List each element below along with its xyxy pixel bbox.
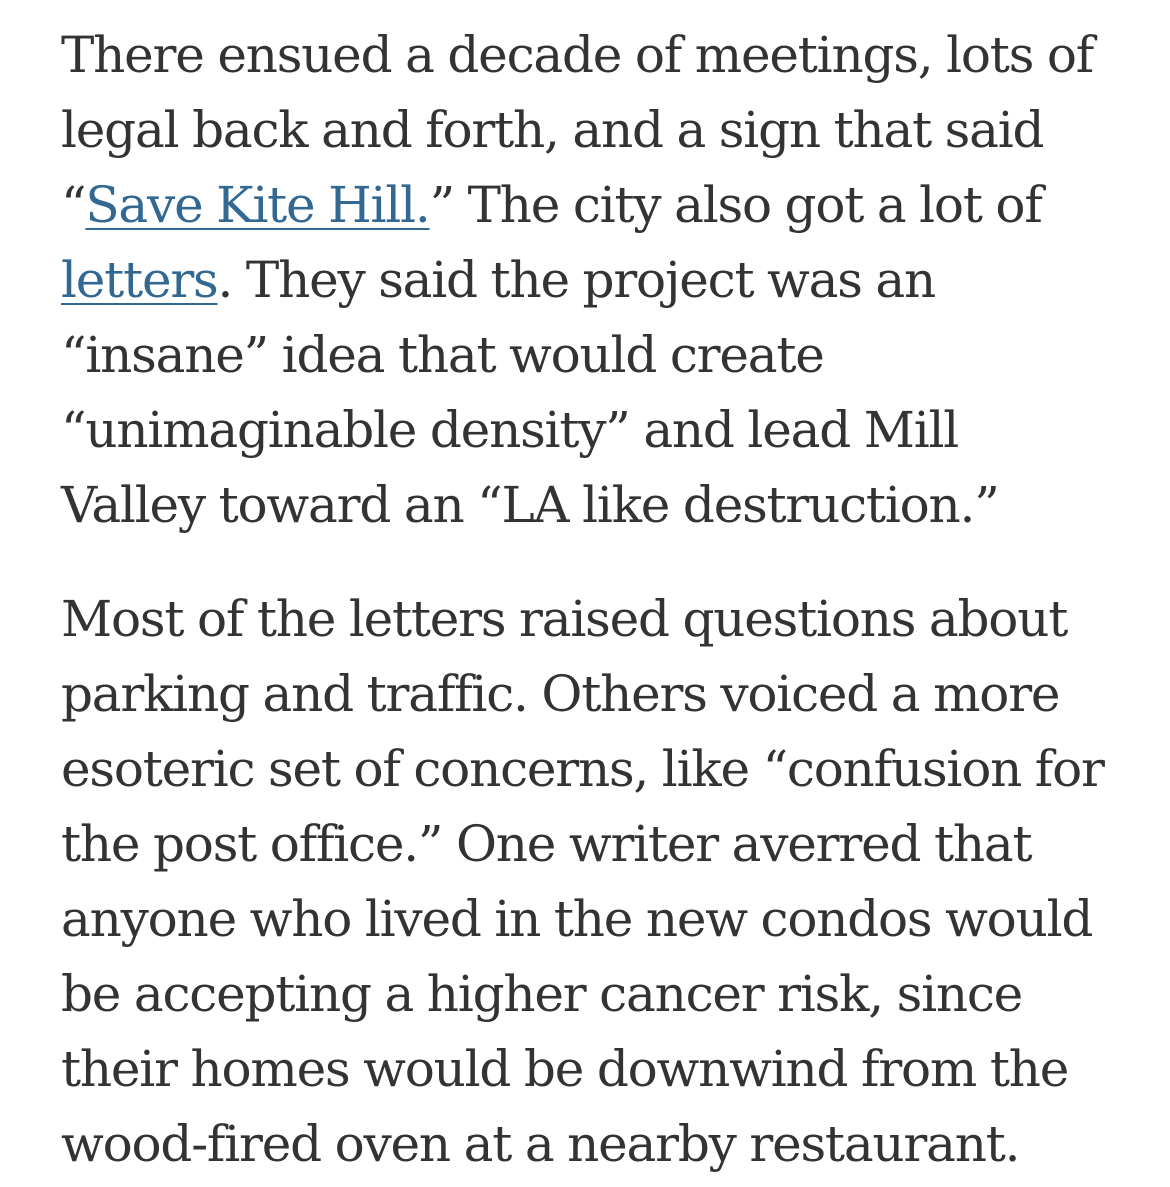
text-line-with-link [61,243,1121,318]
text-line: their homes would be downwind from the [61,1040,1069,1098]
text-line: esoteric set of concerns, like “confusion for [61,740,1104,798]
article-body [61,18,1121,1182]
text-line: anyone who lived in the new condos would [61,890,1093,948]
text-line: legal back and forth, and a sign that said [61,101,1044,159]
text-line: “unimaginable density” and lead Mill [61,401,959,459]
letters-link[interactable]: letters [61,251,218,309]
text-line: parking and traffic. Others voiced a more [61,665,1060,723]
save-kite-hill-link[interactable]: Save Kite Hill. [85,176,430,234]
text-line: wood-fired oven at a nearby restaurant. [61,1115,1020,1173]
text-line-with-link [61,168,1121,243]
text-line: be accepting a higher cancer risk, since [61,965,1023,1023]
text-line: Most of the letters raised questions about [61,590,1068,648]
paragraph-spacer [61,543,1121,582]
paragraph-2 [61,582,1121,1182]
text-fragment: ” The city also got a lot of [429,176,1042,234]
text-line: There ensued a decade of meetings, lots of [61,26,1094,84]
text-line: “insane” idea that would create [61,326,824,384]
text-line: Valley toward an “LA like destruction.” [61,476,999,534]
paragraph-1 [61,18,1121,543]
open-quote: “ [61,176,86,234]
text-line: the post office.” One writer averred that [61,815,1032,873]
text-fragment: . They said the project was an [217,251,936,309]
